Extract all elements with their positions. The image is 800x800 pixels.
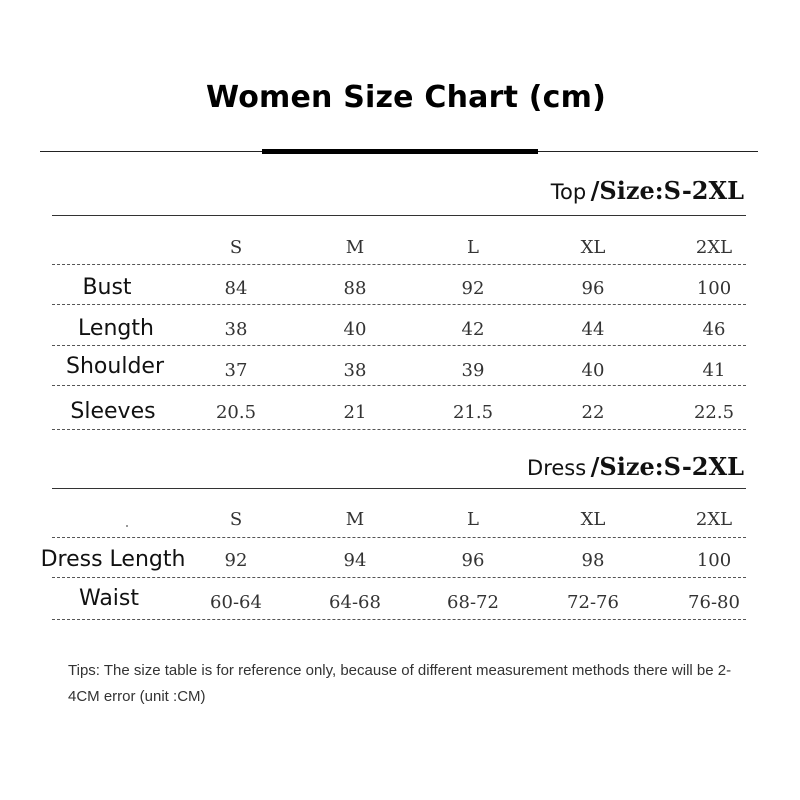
table-cell: 21.5 (452, 402, 494, 423)
row-divider (52, 537, 746, 538)
top-section-line (52, 215, 746, 216)
table-cell: 21 (343, 402, 367, 423)
row-divider (52, 385, 746, 386)
table-cell: 92 (224, 550, 248, 571)
table-cell: 76-80 (688, 592, 740, 613)
table-cell: 72-76 (567, 592, 619, 613)
title-accent-bar (262, 149, 538, 154)
size-header: XL (580, 509, 606, 530)
table-cell: 37 (224, 360, 248, 381)
row-label: Bust (82, 275, 132, 300)
row-label: Length (78, 316, 154, 341)
table-cell: 22.5 (693, 402, 735, 423)
size-header: S (229, 509, 243, 530)
row-label: Dress Length (40, 547, 186, 572)
dress-section-label: Dress (527, 456, 587, 480)
table-cell: 40 (581, 360, 605, 381)
dress-section-header (527, 452, 744, 481)
row-divider (52, 304, 746, 305)
table-cell: 44 (581, 319, 605, 340)
size-header: L (467, 237, 479, 258)
table-cell: 96 (581, 278, 605, 299)
row-label: Sleeves (70, 399, 156, 424)
table-cell: 100 (696, 550, 732, 571)
table-cell: 98 (581, 550, 605, 571)
table-cell: 84 (224, 278, 248, 299)
row-label: Waist (78, 586, 140, 611)
size-header: XL (580, 237, 606, 258)
size-header: S (229, 237, 243, 258)
table-cell: 40 (343, 319, 367, 340)
table-cell: 42 (461, 319, 485, 340)
table-cell: 96 (461, 550, 485, 571)
row-divider (52, 577, 746, 578)
top-section-header (551, 176, 744, 205)
table-cell: 20.5 (215, 402, 257, 423)
row-divider (52, 429, 746, 430)
table-cell: 41 (702, 360, 726, 381)
table-cell: 39 (461, 360, 485, 381)
page-title: Women Size Chart (cm) (205, 80, 607, 115)
table-cell: 38 (224, 319, 248, 340)
top-section-size-range: /Size:S-2XL (590, 176, 744, 205)
table-cell: 38 (343, 360, 367, 381)
row-label: Shoulder (66, 354, 164, 379)
speck (126, 525, 128, 527)
table-cell: 94 (343, 550, 367, 571)
size-header: L (467, 509, 479, 530)
table-cell: 68-72 (447, 592, 499, 613)
dress-section-line (52, 488, 746, 489)
row-divider (52, 619, 746, 620)
table-cell: 60-64 (210, 592, 262, 613)
dress-section-size-range: /Size:S-2XL (590, 452, 744, 481)
table-cell: 46 (702, 319, 726, 340)
top-section-label: Top (550, 180, 587, 204)
row-divider (52, 345, 746, 346)
size-header: M (345, 237, 365, 258)
size-header: 2XL (695, 509, 733, 530)
size-header: M (345, 509, 365, 530)
tips-note: Tips: The size table is for reference only, because of different measurement methods there will be 2-4CM error (unit :CM) (68, 662, 732, 705)
table-cell: 92 (461, 278, 485, 299)
table-cell: 64-68 (329, 592, 381, 613)
size-header: 2XL (695, 237, 733, 258)
table-cell: 88 (343, 278, 367, 299)
table-cell: 22 (581, 402, 605, 423)
table-cell: 100 (696, 278, 732, 299)
row-divider (52, 264, 746, 265)
